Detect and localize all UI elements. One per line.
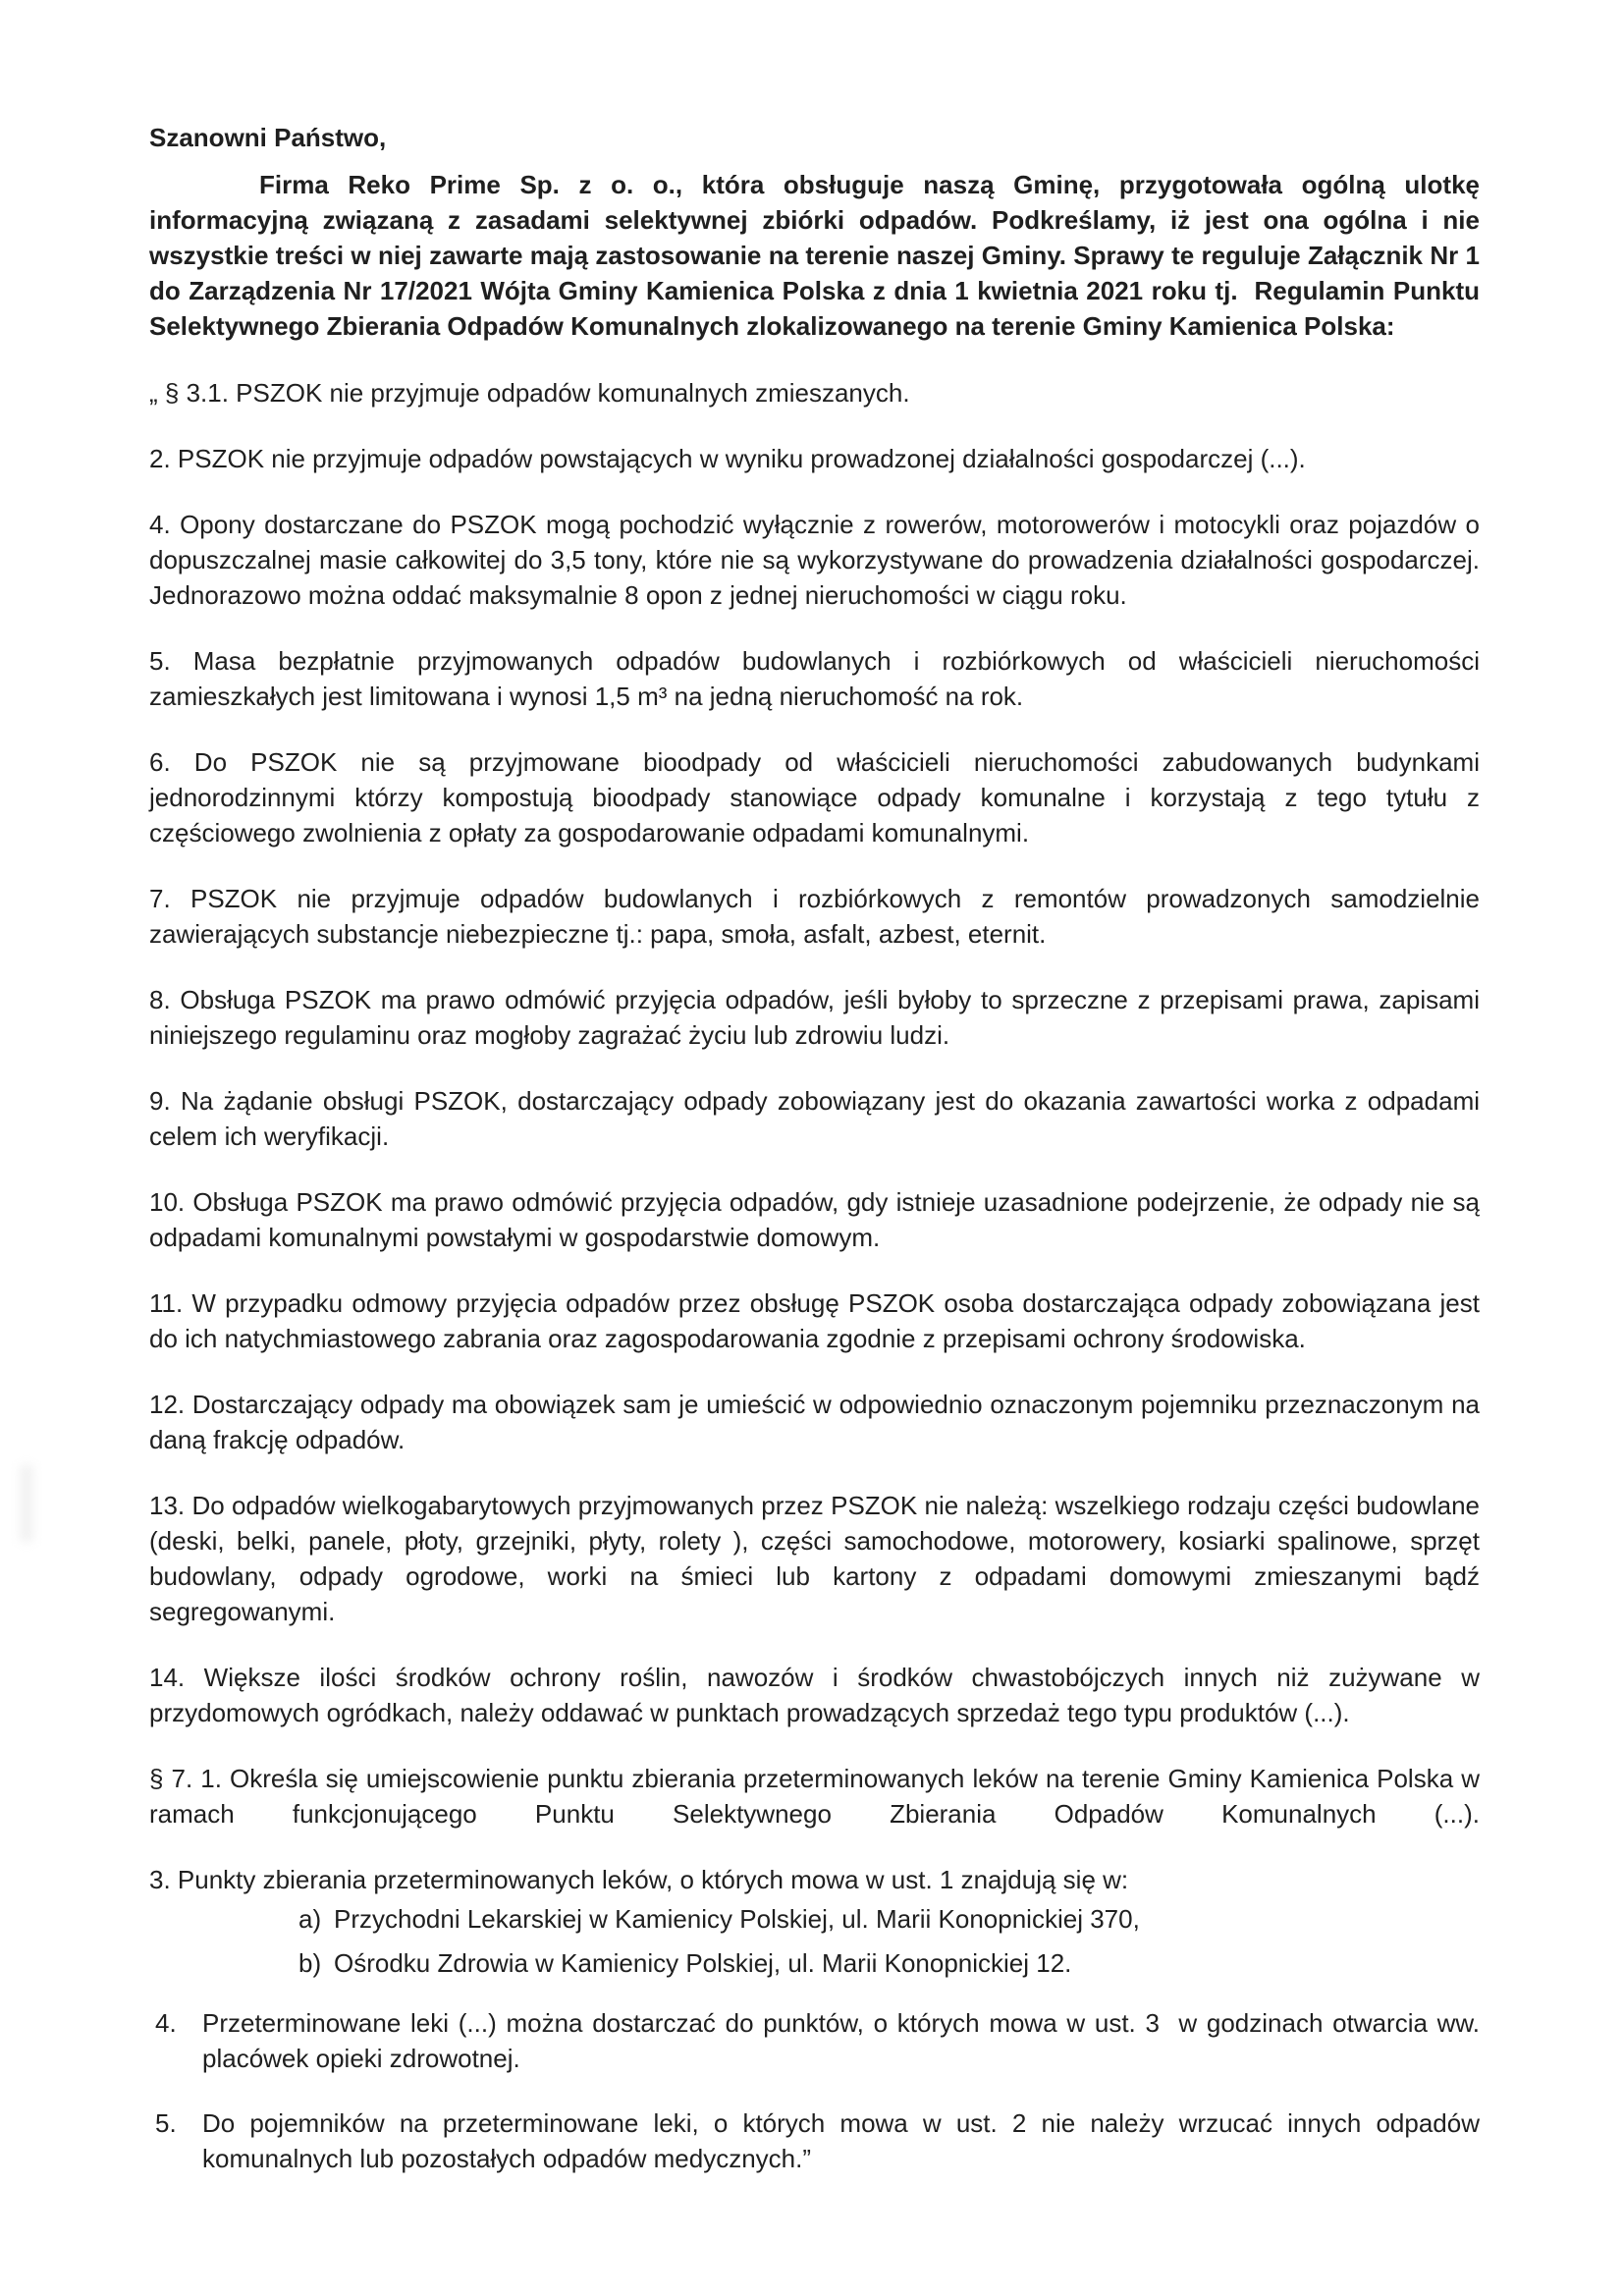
regulation-item-6: 6. Do PSZOK nie są przyjmowane bioodpady od właścicieli nieruchomości zabudowanych budynkami jednorodzinnymi którzy kompostują bioodpady stanowiące odpady komunalne i korzystają z tego tytułu z częściowego zwolnienia z opłaty za gospodarowanie odpadami komunalnymi. bbox=[149, 747, 1480, 847]
list-marker-5: 5. bbox=[155, 2108, 177, 2138]
paragraph-7-1: § 7. 1. Określa się umiejscowienie punktu zbierania przeterminowanych leków na terenie Gminy Kamienica Polska w ramach funkcjonującego Punktu Selektywnego Zbierania Odpadów Komunalnych (...). bbox=[149, 1764, 1480, 1829]
list-marker-b: b) bbox=[298, 1948, 322, 1978]
medicine-points-intro: 3. Punkty zbierania przeterminowanych leków, o których mowa w ust. 1 znajdują się w: bbox=[149, 1865, 1129, 1894]
regulation-item-12: 12. Dostarczający odpady ma obowiązek sam je umieścić w odpowiednio oznaczonym pojemniku przeznaczonym na daną frakcję odpadów. bbox=[149, 1390, 1480, 1454]
regulation-item-9: 9. Na żądanie obsługi PSZOK, dostarczający odpady zobowiązany jest do okazania zawartości worka z odpadami celem ich weryfikacji. bbox=[149, 1086, 1480, 1151]
intro-paragraph: Firma Reko Prime Sp. z o. o., która obsługuje naszą Gminę, przygotowała ogólną ulotkę informacyjną związaną z zasadami selektywnej zbiórki odpadów. Podkreślamy, iż jest ona ogólna i nie wszystkie treści w niej zawarte mają zastosowanie na terenie naszej Gminy. Sprawy te reguluje Załącznik Nr 1 do Zarządzenia Nr 17/2021 Wójta Gminy Kamienica Polska z dnia 1 kwietnia 2021 roku tj. Regulamin Punktu Selektywnego Zbierania Odpadów Komunalnych zlokalizowanego na terenie Gminy Kamienica Polska: bbox=[149, 170, 1480, 341]
list-marker-a: a) bbox=[298, 1904, 322, 1934]
medicine-points-item-3 bbox=[149, 1862, 1480, 1986]
regulation-item-14: 14. Większe ilości środków ochrony roślin, nawozów i środków chwastobójczych innych niż zużywane w przydomowych ogródkach, należy oddawać w punktach prowadzących sprzedaż tego typu produktów (...). bbox=[149, 1663, 1480, 1727]
medicine-point-a bbox=[149, 1897, 1480, 1941]
medicine-item-5-text: Do pojemników na przeterminowane leki, o których mowa w ust. 2 nie należy wrzucać innych odpadów komunalnych lub pozostałych odpadów medycznych.” bbox=[202, 2108, 1480, 2173]
regulation-item-10: 10. Obsługa PSZOK ma prawo odmówić przyjęcia odpadów, gdy istnieje uzasadnione podejrzenie, że odpady nie są odpadami komunalnymi powstałymi w gospodarstwie domowym. bbox=[149, 1187, 1480, 1252]
regulation-item-5: 5. Masa bezpłatnie przyjmowanych odpadów budowlanych i rozbiórkowych od właścicieli nieruchomości zamieszkałych jest limitowana i wynosi 1,5 m³ na jedną nieruchomość na rok. bbox=[149, 646, 1480, 711]
regulation-item-8: 8. Obsługa PSZOK ma prawo odmówić przyjęcia odpadów, jeśli byłoby to sprzeczne z przepisami prawa, zapisami niniejszego regulaminu oraz mogłoby zagrażać życiu lub zdrowiu ludzi. bbox=[149, 985, 1480, 1050]
medicine-point-b-text: Ośrodku Zdrowia w Kamienicy Polskiej, ul. Marii Konopnickiej 12. bbox=[334, 1948, 1072, 1978]
list-marker-4: 4. bbox=[155, 2008, 177, 2038]
regulation-item-2: 2. PSZOK nie przyjmuje odpadów powstających w wyniku prowadzonej działalności gospodarczej (...). bbox=[149, 444, 1306, 473]
medicine-item-4-text: Przeterminowane leki (...) można dostarczać do punktów, o których mowa w ust. 3 w godzinach otwarcia ww. placówek opieki zdrowotnej. bbox=[202, 2008, 1480, 2073]
medicine-item-5 bbox=[149, 2105, 1480, 2176]
medicine-point-b bbox=[149, 1941, 1480, 1986]
medicine-item-4 bbox=[149, 2005, 1480, 2076]
medicine-point-a-text: Przychodni Lekarskiej w Kamienicy Polskiej, ul. Marii Konopnickiej 370, bbox=[334, 1904, 1140, 1934]
regulation-item-7: 7. PSZOK nie przyjmuje odpadów budowlanych i rozbiórkowych z remontów prowadzonych samodzielnie zawierających substancje niebezpieczne tj.: papa, smoła, asfalt, azbest, eternit. bbox=[149, 884, 1480, 949]
salutation: Szanowni Państwo, bbox=[149, 123, 387, 152]
regulation-item-11: 11. W przypadku odmowy przyjęcia odpadów przez obsługę PSZOK osoba dostarczająca odpady zobowiązana jest do ich natychmiastowego zabrania oraz zagospodarowania zgodnie z przepisami ochrony środowiska. bbox=[149, 1288, 1480, 1353]
regulation-item-13: 13. Do odpadów wielkogabarytowych przyjmowanych przez PSZOK nie należą: wszelkiego rodzaju części budowlane (deski, belki, panele, płoty, grzejniki, płyty, rolety ), części samochodowe, motorowery, kosiarki spalinowe, sprzęt budowlany, odpady ogrodowe, worki na śmieci lub kartony z odpadami domowymi zmieszanymi bądź segregowanymi. bbox=[149, 1491, 1480, 1626]
regulation-item-3-1: „ § 3.1. PSZOK nie przyjmuje odpadów komunalnych zmieszanych. bbox=[149, 378, 910, 408]
regulation-item-4: 4. Opony dostarczane do PSZOK mogą pochodzić wyłącznie z rowerów, motorowerów i motocykli oraz pojazdów o dopuszczalnej masie całkowitej do 3,5 tony, które nie są wykorzystywane do prowadzenia działalności gospodarczej. Jednorazowo można oddać maksymalnie 8 opon z jednej nieruchomości w ciągu roku. bbox=[149, 510, 1480, 610]
scan-smudge-artifact bbox=[20, 1465, 33, 1542]
